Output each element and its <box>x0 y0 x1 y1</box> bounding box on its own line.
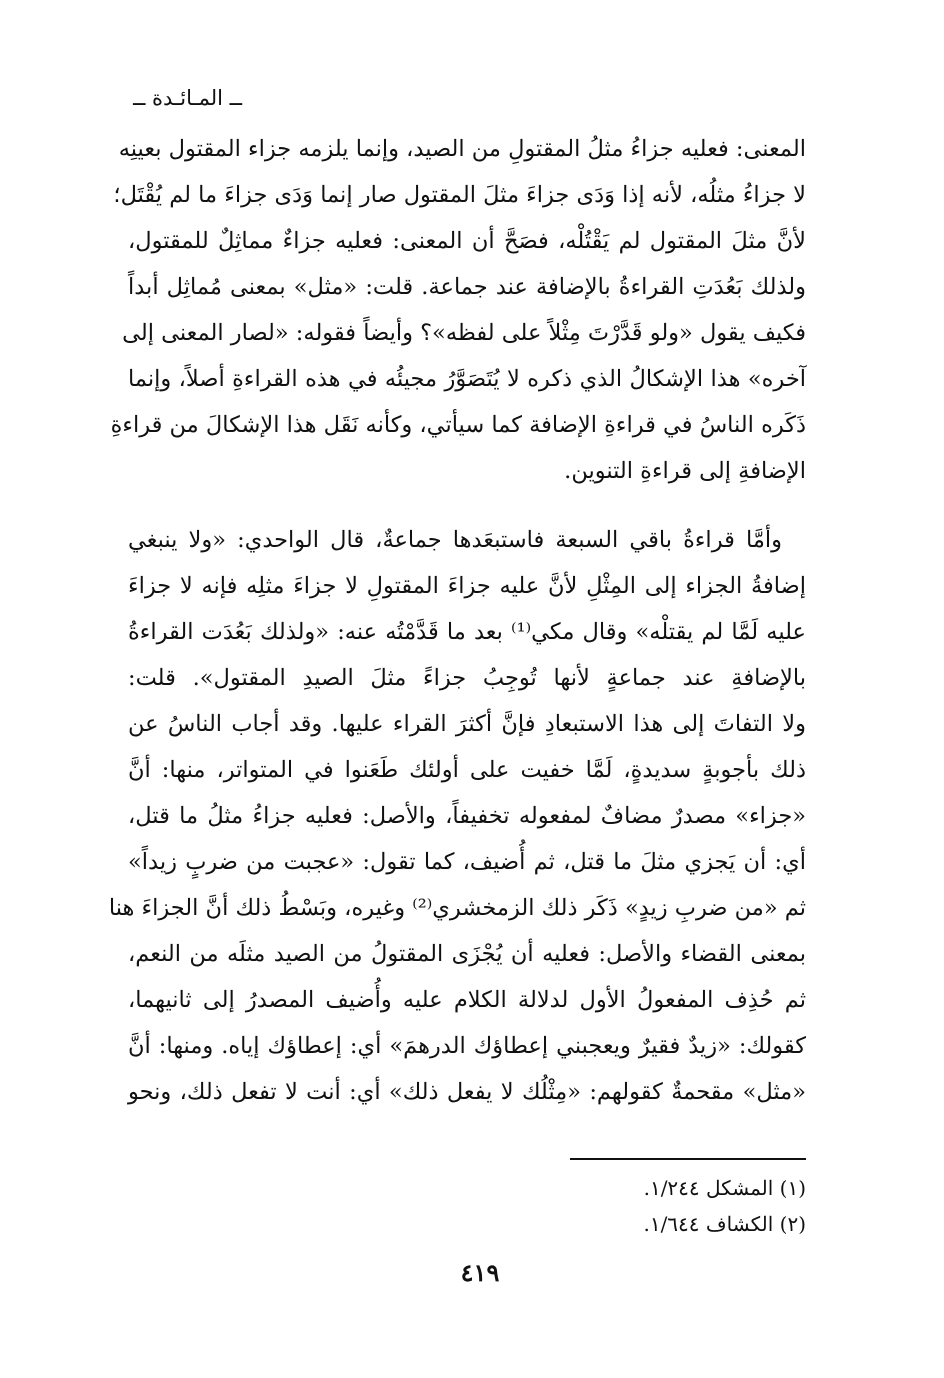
text-line: بمعنى القضاء والأصل: فعليه أن يُجْزَى المقتولُ من الصيد مثلَه من النعم، <box>128 941 806 967</box>
text-line: أي: أن يَجزي مثلَ ما قتل، ثم أُضيف، كما تقول: «عجبت من ضربٍ زيداً» <box>128 849 806 875</box>
text-line: لأنَّ مثلَ المقتول لم يَقْتُلْه، فصَحَّ أن المعنى: فعليه جزاءٌ مماثِلٌ للمقتول، <box>128 228 806 254</box>
text-line: آخره» هذا الإشكالُ الذي ذكره لا يُتَصَوَّرُ مجيئُه في هذه القراءةِ أصلاً، وإنما <box>128 366 806 392</box>
text-line: كقولك: «زيدٌ فقيرٌ ويعجبني إعطاؤك الدرهمَ» أي: إعطاؤك إياه. ومنها: أنَّ <box>128 1033 806 1059</box>
page-number: ٤١٩ <box>460 1258 500 1287</box>
text-line: «جزاء» مصدرٌ مضافٌ لمفعوله تخفيفاً، والأصل: فعليه جزاءُ مثلُ ما قتل، <box>128 803 806 829</box>
text-line: ثم حُذِف المفعولُ الأول لدلالة الكلام عليه وأُضيف المصدرُ إلى ثانيهما، <box>128 987 806 1013</box>
text-line: وأمَّا قراءةُ باقي السبعة فاستبعَدها جماعةٌ، قال الواحدي: «ولا ينبغي <box>128 527 782 553</box>
running-header: ــ المـائـدة ــ <box>133 86 242 110</box>
text-line: فكيف يقول «ولو قَدَّرْتَ مِثْلاً على لفظه»؟ وأيضاً فقوله: «لصار المعنى إلى <box>122 320 806 346</box>
text-line: المعنى: فعليه جزاءُ مثلُ المقتولِ من الصيد، وإنما يلزمه جزاء المقتول بعينِه <box>118 136 806 162</box>
text-line: عليه لَمَّا لم يقتلْه» وقال مكي⁽¹⁾ بعد ما قَدَّمْتُه عنه: «ولذلك بَعُدَت القراءةُ <box>128 619 806 645</box>
text-line: لا جزاءُ مثلُه، لأنه إذا وَدَى جزاءَ مثلَ المقتول صار إنما وَدَى جزاءَ ما لم يُقْتَل؛ <box>113 182 806 208</box>
text-line: ولذلك بَعُدَتِ القراءةُ بالإضافة عند جماعة. قلت: «مثل» بمعنى مُماثِل أبداً <box>128 274 806 300</box>
footnotes <box>643 1170 806 1242</box>
paragraph-2 <box>108 517 806 1115</box>
text-line: بالإضافةِ عند جماعةٍ لأنها تُوجِبُ جزاءً مثلَ الصيدِ المقتول». قلت: <box>128 665 806 691</box>
text-line: «مثل» مقحمةٌ كقولهم: «مِثْلُك لا يفعل ذلك» أي: أنت لا تفعل ذلك، ونحو <box>128 1079 806 1105</box>
footnote-2: (٢) الكشاف ١/٦٤٤. <box>643 1212 806 1236</box>
paragraph-1 <box>110 126 806 494</box>
text-line: ثم «من ضربِ زيدٍ» ذَكَر ذلك الزمخشري⁽²⁾ وغيره، وبَسْطُ ذلك أنَّ الجزاءَ هنا <box>108 895 806 921</box>
text-line: إضافةُ الجزاء إلى المِثْلِ لأنَّ عليه جزاءَ المقتولِ لا جزاءَ مثلِه فإنه لا جزاءَ <box>128 573 806 599</box>
text-line: ذَكَره الناسُ في قراءةِ الإضافة كما سيأتي، وكأنه نَقَل هذا الإشكالَ من قراءةِ <box>110 412 806 438</box>
footnote-divider <box>570 1158 806 1160</box>
text-line: ولا التفاتَ إلى هذا الاستبعادِ فإنَّ أكثرَ القراء عليها. وقد أجاب الناسُ عن <box>128 711 806 737</box>
text-line: ذلك بأجوبةٍ سديدةٍ، لَمَّا خفيت على أولئك طَعَنوا في المتواتر، منها: أنَّ <box>128 757 806 783</box>
text-line: الإضافةِ إلى قراءةِ التنوين. <box>564 458 806 484</box>
footnote-1: (١) المشكل ١/٢٤٤. <box>643 1176 806 1200</box>
